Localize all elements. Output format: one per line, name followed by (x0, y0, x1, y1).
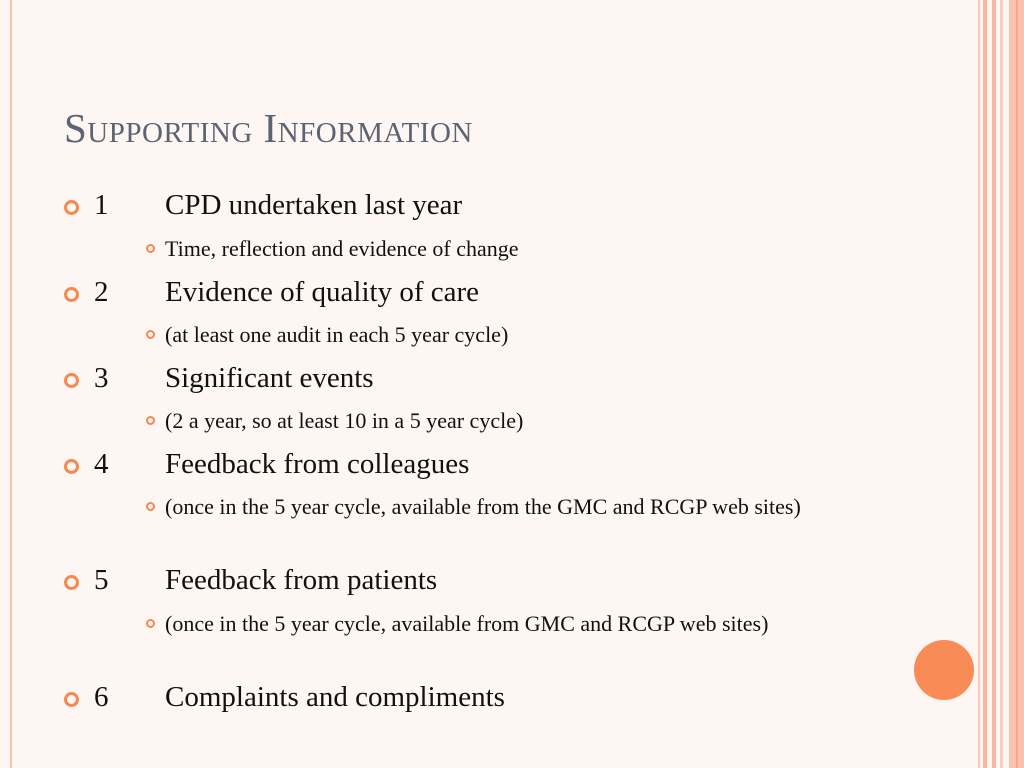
item-number: 4 (94, 448, 109, 480)
bullet-ring-icon (64, 459, 79, 474)
sub-bullet-ring-icon (146, 244, 155, 253)
item-number: 5 (94, 564, 109, 596)
sub-item (146, 406, 866, 436)
bullet-ring-icon (64, 200, 79, 215)
sub-item (146, 234, 866, 264)
sub-bullet-ring-icon (146, 502, 155, 511)
item-label: Feedback from patients (165, 564, 438, 596)
sub-item (146, 320, 866, 350)
bullet-ring-icon (64, 287, 79, 302)
sub-item-text: (once in the 5 year cycle, available from the GMC and RCGP web sites) (165, 494, 801, 519)
item-label: Feedback from colleagues (165, 448, 470, 480)
sub-item-text: (2 a year, so at least 10 in a 5 year cycle) (165, 408, 524, 433)
sub-item-text: (once in the 5 year cycle, available from GMC and RCGP web sites) (165, 611, 769, 636)
item-label: Evidence of quality of care (165, 276, 480, 308)
bullet-ring-icon (64, 373, 79, 388)
sub-item-text: (at least one audit in each 5 year cycle) (165, 322, 509, 347)
sub-item (146, 492, 866, 522)
bullet-ring-icon (64, 692, 79, 707)
sub-bullet-ring-icon (146, 619, 155, 628)
item-number: 2 (94, 276, 109, 308)
sub-item-text: Time, reflection and evidence of change (165, 236, 519, 261)
item-label: Significant events (165, 362, 374, 394)
item-number: 6 (94, 681, 109, 713)
item-label: Complaints and compliments (165, 681, 505, 713)
slide-title: Supporting Information (64, 105, 473, 151)
bullet-ring-icon (64, 575, 79, 590)
item-number: 1 (94, 189, 109, 221)
item-number: 3 (94, 362, 109, 394)
sub-bullet-ring-icon (146, 416, 155, 425)
sub-bullet-ring-icon (146, 330, 155, 339)
item-label: CPD undertaken last year (165, 189, 463, 221)
sub-item (146, 609, 866, 639)
